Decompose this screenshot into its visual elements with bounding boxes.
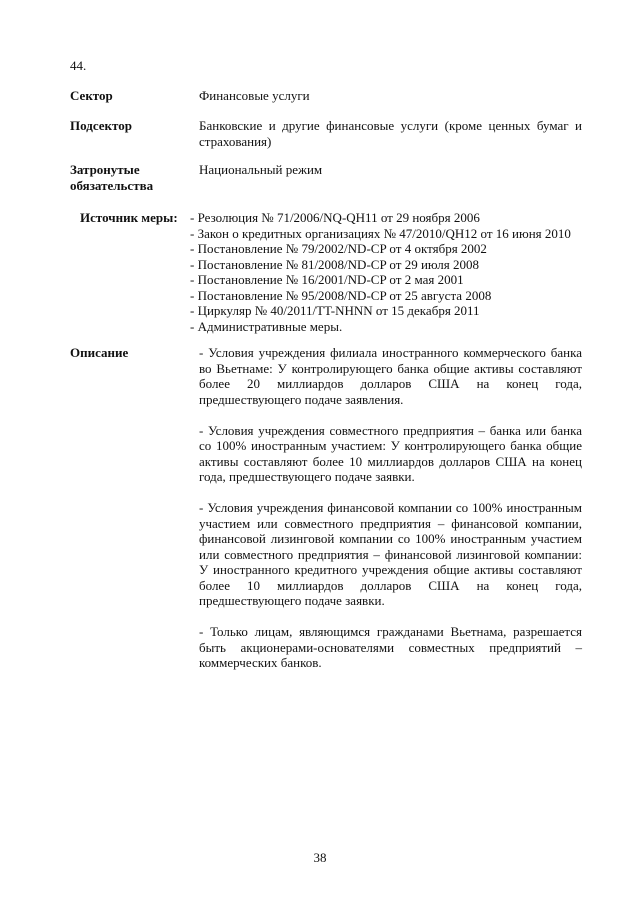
- description-paragraph: - Условия учреждения совместного предприятия – банка или банка со 100% иностранным участием: У контролирующего банка общие активы составляют более 10 миллиардов долларов США на конец года, предшествующего подаче заявки.: [199, 422, 582, 484]
- source-item: - Постановление № 81/2008/ND-CP от 29 июля 2008: [190, 256, 480, 272]
- sector-label: Сектор: [70, 88, 113, 103]
- source-item: - Закон о кредитных организациях № 47/2010/QH12 от 16 июня 2010: [190, 225, 571, 241]
- description-paragraph: - Только лицам, являющимся гражданами Вьетнама, разрешается быть акционерами-основателями совместных предприятий – коммерческих банков.: [199, 624, 582, 670]
- page-number: 38: [313, 850, 327, 865]
- source-item: - Циркуляр № 40/2011/TT-NHNN от 15 декабря 2011: [190, 303, 480, 318]
- entry-number: 44.: [70, 58, 87, 73]
- description-paragraph: - Условия учреждения филиала иностранного коммерческого банка во Вьетнаме: У контролирующего банка общие активы составляют более 20 миллиардов долларов США на конец года, предшествующего подаче заявления.: [199, 345, 582, 407]
- source-item: - Административные меры.: [190, 318, 343, 334]
- subsector-value: Банковские и другие финансовые услуги (кроме ценных бумаг и страхования): [199, 118, 582, 149]
- sources-list: [190, 210, 590, 334]
- description-body: [199, 345, 582, 686]
- source-item: - Постановление № 16/2001/ND-CP от 2 мая 2001: [190, 272, 464, 287]
- sources-label: Источник меры:: [80, 210, 178, 225]
- source-item: - Постановление № 79/2002/ND-CP от 4 октября 2002: [190, 241, 487, 256]
- obligations-value: Национальный режим: [199, 162, 323, 177]
- source-item: - Резолюция № 71/2006/NQ-QH11 от 29 ноября 2006: [190, 210, 480, 225]
- description-paragraph: - Условия учреждения финансовой компании со 100% иностранным участием или совместного предприятия – финансовой компании, финансовой лизинговой компании со 100% иностранным участием или совместного предприятия – финансовой лизинговой компании: У иностранного кредитного учреждения общие активы составляют более 10 миллиардов долларов США на конец года, предшествующего подаче заявки.: [199, 500, 582, 608]
- description-label: Описание: [70, 345, 129, 360]
- obligations-label: Затронутые обязательства: [70, 162, 154, 193]
- sector-value: Финансовые услуги: [199, 88, 310, 103]
- source-item: - Постановление № 95/2008/ND-CP от 25 августа 2008: [190, 287, 492, 303]
- subsector-label: Подсектор: [70, 118, 132, 133]
